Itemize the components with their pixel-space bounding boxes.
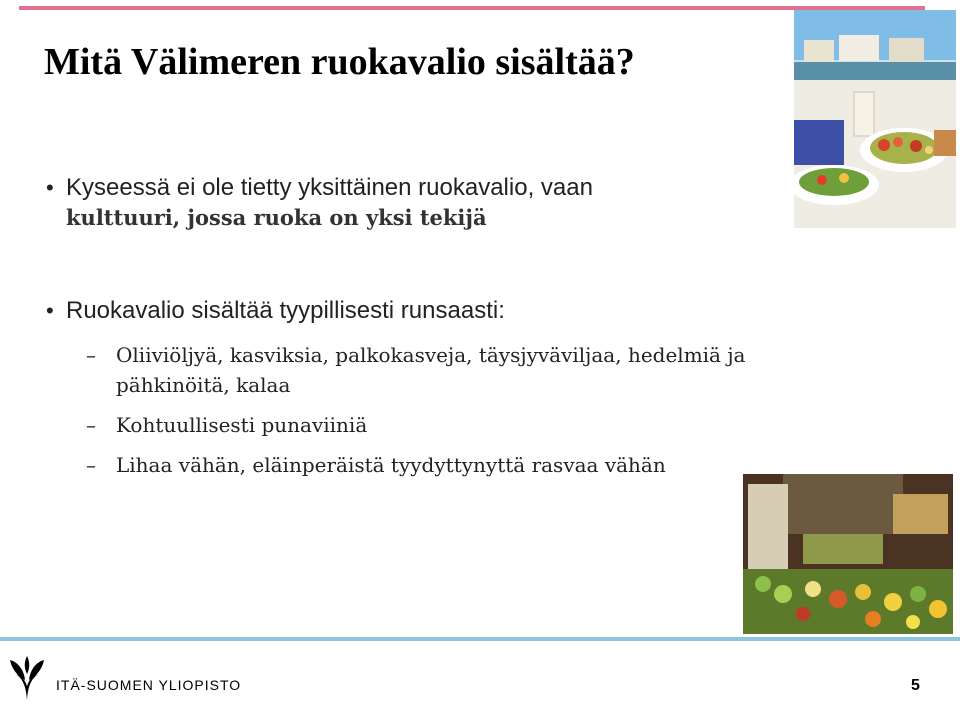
subitem-2 — [86, 410, 367, 440]
subitem-3-text: Lihaa vähän, eläinperäistä tyydyttynyttä rasvaa vähän — [116, 453, 666, 477]
bullet-1-line2: kulttuuri, jossa ruoka on yksi tekijä — [66, 205, 487, 230]
mediterranean-food-photo — [794, 10, 956, 228]
dash-icon: – — [86, 413, 96, 437]
top-accent-bar — [19, 6, 925, 10]
page-number: 5 — [911, 677, 920, 694]
subitem-1-line1: Oliiviöljyä, kasviksia, palkokasveja, täysjyväviljaa, hedelmiä ja — [116, 343, 746, 367]
subitem-1-line2: pähkinöitä, kalaa — [116, 373, 291, 397]
bullet-dot-icon: • — [46, 298, 54, 323]
bullet-2-text: Ruokavalio sisältää tyypillisesti runsaasti: — [66, 297, 505, 324]
market-stall-photo — [743, 474, 953, 634]
dash-icon: – — [86, 453, 96, 477]
bullet-1-line1: Kyseessä ei ole tietty yksittäinen ruokavalio, vaan — [66, 174, 593, 201]
dash-icon: – — [86, 343, 96, 367]
slide-title: Mitä Välimeren ruokavalio sisältää? — [44, 41, 635, 83]
subitem-3 — [86, 450, 666, 480]
university-logo-icon — [6, 654, 48, 702]
bullet-dot-icon: • — [46, 175, 54, 200]
bullet-1 — [46, 173, 726, 233]
footer-divider — [0, 637, 960, 641]
university-name: ITÄ-SUOMEN YLIOPISTO — [56, 677, 242, 693]
subitem-2-text: Kohtuullisesti punaviiniä — [116, 413, 368, 437]
subitem-1 — [86, 340, 846, 400]
bullet-2 — [46, 296, 746, 326]
